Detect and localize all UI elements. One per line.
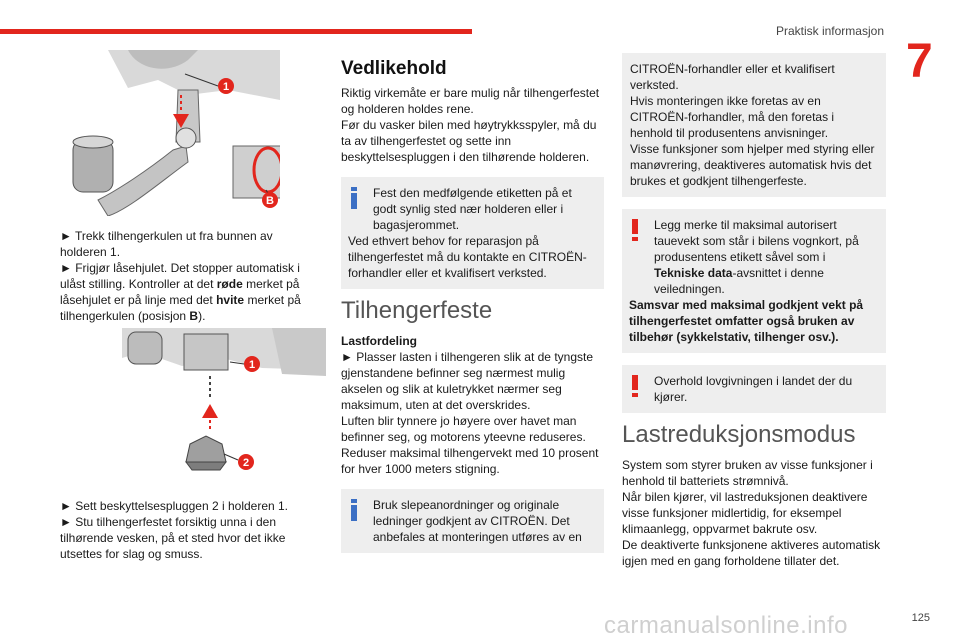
callout-1b: 1	[248, 359, 256, 371]
heading-maintenance: Vedlikehold	[341, 58, 447, 79]
heading-load-reduction: Lastreduksjonsmodus	[622, 421, 856, 448]
callout-b: B	[266, 195, 274, 207]
maintenance-text: Riktig virkemåte er bare mulig når tilhengerfestet og holderen holdes rene. Før du vasker bilen med høytrykksspyler, må du ta av tilhengerfestet og sette inn beskyttelsespluggen i den tilhørende holderen.	[341, 86, 600, 164]
info-icon	[350, 499, 358, 521]
protective-plug-illustration	[122, 328, 326, 488]
column-left	[60, 50, 310, 562]
instruction-list-2	[60, 498, 310, 562]
watermark: carmanualsonline.info	[604, 612, 848, 639]
column-middle	[341, 55, 604, 565]
page-number: 125	[911, 612, 930, 624]
warning-icon	[631, 219, 639, 241]
running-header: Praktisk informasjon	[775, 24, 884, 38]
protective-plug-figure	[122, 328, 326, 488]
warning-box-weight: Legg merke til maksimal autorisert tauevekt som står i bilens vognkort, på produsentens etikett såvel som i Tekniske data-avsnittet i denne veiledningen. Samsvar med maksimal godkjent vekt på tilhengerfestet omfatter også bruken av tilbehør (sykkelstativ, tilhenger osv.).	[622, 209, 886, 353]
warning-icon	[631, 375, 639, 397]
heading-towbar: Tilhengerfeste	[341, 297, 493, 324]
column-right	[622, 53, 886, 569]
warning-box-legislation: Overhold lovgivningen i landet der du kjører.	[622, 365, 886, 413]
towbar-removal-figure	[68, 50, 280, 216]
step-remove-ball: ► Trekk tilhengerkulen ut fra bunnen av holderen 1.	[60, 229, 273, 259]
step-insert-plug: ► Sett beskyttelsespluggen 2 i holderen 1.	[60, 499, 289, 513]
callout-2: 2	[242, 457, 250, 469]
step-store-towbar: ► Stu tilhengerfestet forsiktig unna i den tilhørende vesken, på et sted hvor det ikke utsettes for slag og smuss.	[60, 515, 286, 561]
info-icon	[350, 187, 358, 209]
load-distribution: Lastfordeling ► Plasser lasten i tilhengeren slik at de tyngste gjenstandene befinner seg nærmest mulig akselen og slik at kuletrykket nærmer seg maksimum, uten at det overskrides. Luften blir tynnere jo høyere over havet man befinner seg, og motorens yteevne reduseres. Reduser maksimal tilhengervekt med 10 prosent for hver 1000 meters stigning.	[341, 334, 599, 476]
info-box-equipment: Bruk slepeanordninger og originale ledninger godkjent av CITROËN. Det anbefales at monteringen utføres av en	[341, 489, 604, 553]
instruction-list-1	[60, 228, 310, 324]
info-box-label: Fest den medfølgende etiketten på et godt synlig sted nær holderen eller i bagasjerommet. Ved ethvert behov for reparasjon på tilhengerfestet må du kontakte en CITROËN-forhandler eller et kvalifisert verksted.	[341, 177, 604, 289]
chapter-number: 7	[906, 35, 933, 88]
step-release-wheel: ► Frigjør låsehjulet. Det stopper automatisk i ulåst stilling. Kontroller at det røde merket på låsehjulet er på linje med det hvite merket på tilhengerkulen (posisjon B).	[60, 261, 301, 323]
header-accent-bar	[0, 29, 472, 34]
load-reduction-text: System som styrer bruken av visse funksjoner i henhold til batteriets strømnivå. Når bilen kjører, vil lastreduksjonen deaktivere visse funksjoner midlertidig, for eksempel klimaanlegg, oppvarmet bakrute osv. De deaktiverte funksjonene aktiveres automatisk igjen med en gang forholdene tillater det.	[622, 458, 881, 568]
info-box-dealer: CITROËN-forhandler eller et kvalifisert verksted. Hvis monteringen ikke foretas av en CITROËN-forhandler, må den foretas i henhold til produsentens anvisninger. Visse funksjoner som hjelper med styring eller manøvrering, deaktiveres automatisk hvis det brukes et godkjent tilhengerfeste.	[622, 53, 886, 197]
callout-1: 1	[222, 81, 230, 93]
towbar-removal-illustration	[68, 50, 280, 216]
